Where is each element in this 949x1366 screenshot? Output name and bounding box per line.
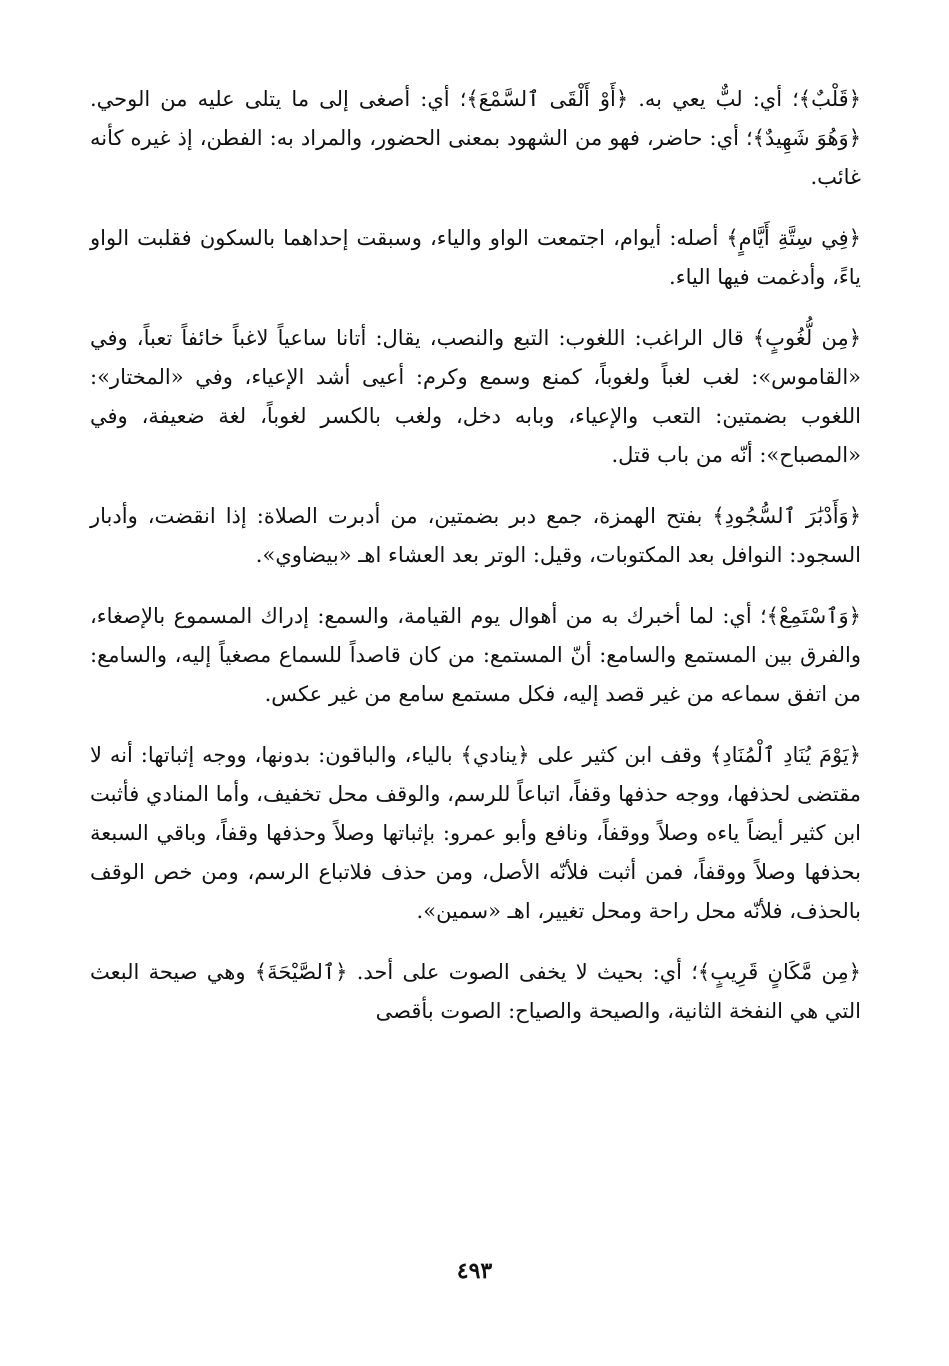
paragraph-sittati-ayyam: ﴿فِي سِتَّةِ أَيَّامٍ﴾ أصله: أيوام، اجتمعت الواو والياء، وسبقت إحداهما بالسكون فقلبت الواو ياءً، وأدغمت فيها الياء. (90, 226, 861, 289)
page-body (90, 80, 861, 1031)
page-number: ٤٩٣ (456, 1258, 493, 1284)
paragraph-wastami: ﴿وَٱسْتَمِعْ﴾؛ أي: لما أخبرك به من أهوال يوم القيامة، والسمع: إدراك المسموع بالإصغاء، والفرق بين المستمع والسامع: أنّ المستمع: من كان قاصداً للسماع مصغياً إليه، والسامع: من اتفق سماعه من غير قصد إليه، فكل مستمع سامع من غير عكس. (90, 604, 861, 706)
paragraph-yawma-yunadi: ﴿يَوْمَ يُنَادِ ٱلْمُنَادِ﴾ وقف ابن كثير على ﴿ينادي﴾ بالياء، والباقون: بدونها، ووجه إثباتها: أنه لا مقتضى لحذفها، ووجه حذفها وقفاً، اتباعاً للرسم، والوقف محل تخفيف، وأما المنادي فأثبت ابن كثير أيضاً ياءه وصلاً ووقفاً، ونافع وأبو عمرو: بإثباتها وصلاً وحذفها وقفاً، وباقي السبعة بحذفها وصلاً ووقفاً، فمن أثبت فلأنّه الأصل، ومن حذف فلاتباع الرسم، ومن خص الوقف بالحذف، فلأنّه محل راحة ومحل تغيير، اهـ «سمين». (90, 743, 861, 923)
paragraph-lughub: ﴿مِن لُّغُوبٍ﴾ قال الراغب: اللغوب: التبع والنصب، يقال: أتانا ساعياً لاغباً خائفاً تعباً، وفي «القاموس»: لغب لغباً ولغوباً، كمنع وسمع وكرم: أعيى أشد الإعياء، وفي «المختار»: اللغوب بضمتين: التعب والإعياء، وبابه دخل، ولغب بالكسر لغوباً، لغة ضعيفة، وفي «المصباح»: أنّه من باب قتل. (90, 326, 862, 467)
paragraph-min-makanin-qarib: ﴿مِن مَّكَانٍ قَرِيبٍ﴾؛ أي: بحيث لا يخفى الصوت على أحد. ﴿ٱلصَّيْحَةَ﴾ وهي صيحة البعث التي هي النفخة الثانية، والصيحة والصياح: الصوت بأقصى (90, 960, 861, 1023)
paragraph-adbar-alsujud: ﴿وَأَدْبَٰرَ ٱلسُّجُودِ﴾ بفتح الهمزة، جمع دبر بضمتين، من أدبرت الصلاة: إذا انقضت، وأدبار السجود: النوافل بعد المكتوبات، وقيل: الوتر بعد العشاء اهـ «بيضاوي». (90, 504, 861, 567)
paragraph-qalb: ﴿قَلْبٌ﴾؛ أي: لبٌّ يعي به. ﴿أَوْ أَلْقَى ٱلسَّمْعَ﴾؛ أي: أصغى إلى ما يتلى عليه من الوحي. ﴿وَهُوَ شَهِيدٌ﴾؛ أي: حاضر، فهو من الشهود بمعنى الحضور، والمراد به: الفطن، إذ غيره كأنه غائب. (90, 87, 861, 189)
